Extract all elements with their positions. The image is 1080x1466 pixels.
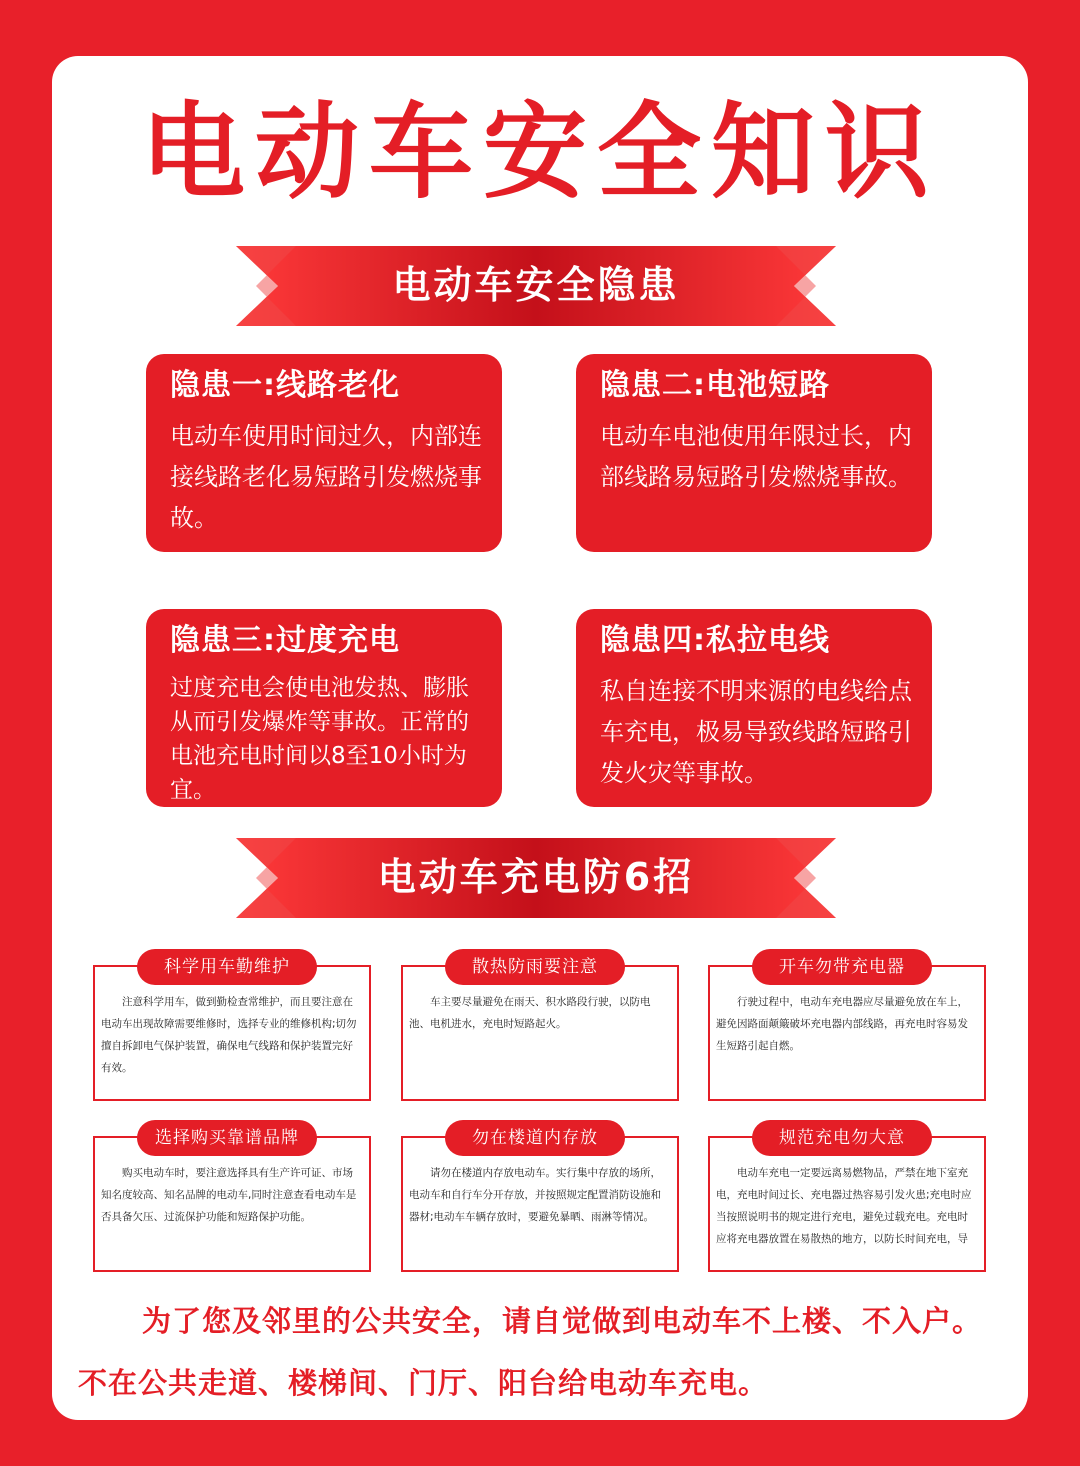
tip-body: 车主要尽量避免在雨天、积水路段行驶，以防电池、电机进水，充电时短路起火。	[409, 996, 651, 1030]
hazard-body: 私自连接不明来源的电线给点车充电，极易导致线路短路引发火灾等事故。	[600, 677, 912, 787]
tip-box-6	[708, 1128, 986, 1272]
hazards-banner	[236, 246, 836, 326]
hazard-body: 电动车电池使用年限过长，内部线路易短路引发燃烧事故。	[600, 422, 912, 491]
tip-title: 散热防雨要注意	[445, 949, 625, 985]
tip-body: 请勿在楼道内存放电动车。实行集中存放的场所，电动车和自行车分开存放，并按照规定配置消防设施和器材;电动车车辆存放时，要避免暴晒、雨淋等情况。	[409, 1167, 661, 1223]
hazard-body: 过度充电会使电池发热、膨胀从而引发爆炸等事故。正常的电池充电时间以8至10小时为宜。	[170, 675, 469, 803]
tips-banner-text: 电动车充电防6招	[377, 855, 695, 899]
tips-banner	[236, 838, 836, 918]
tip-box-1	[93, 957, 371, 1101]
tip-body: 注意科学用车，做到勤检查常维护，而且要注意在电动车出现故障需要维修时，选择专业的维修机构;切勿擅自拆卸电气保护装置，确保电气线路和保护装置完好有效。	[101, 996, 357, 1074]
hazard-box-1	[146, 354, 502, 552]
hazard-title: 隐患一:线路老化	[170, 368, 400, 403]
tip-title: 规范充电勿大意	[752, 1120, 932, 1156]
hazard-body: 电动车使用时间过久，内部连接线路老化易短路引发燃烧事故。	[170, 422, 482, 532]
tip-body: 购买电动车时，要注意选择具有生产许可证、市场知名度较高、知名品牌的电动车,同时注意查看电动车是否具备欠压、过流保护功能和短路保护功能。	[101, 1167, 357, 1223]
hazards-banner-text: 电动车安全隐患	[392, 263, 680, 307]
hazard-title: 隐患二:电池短路	[600, 368, 830, 403]
tip-box-4	[93, 1128, 371, 1272]
tip-body: 行驶过程中，电动车充电器应尽量避免放在车上，避免因路面颠簸破坏充电器内部线路，再充电时容易发生短路引起自燃。	[716, 996, 968, 1052]
hazard-box-3	[146, 609, 502, 807]
hazard-title: 隐患四:私拉电线	[600, 623, 830, 658]
tip-box-2	[401, 957, 679, 1101]
tip-title: 勿在楼道内存放	[445, 1120, 625, 1156]
hazard-title: 隐患三:过度充电	[170, 623, 400, 658]
tip-body: 电动车充电一定要远离易燃物品，严禁在地下室充电，充电时间过长、充电器过热容易引发火患;充电时应当按照说明书的规定进行充电，避免过载充电。充电时应将充电器放置在易散热的地方，以防长时间充电，导	[716, 1167, 972, 1245]
tip-box-5	[401, 1128, 679, 1272]
page-title: 电动车安全知识	[140, 91, 939, 213]
hazard-box-4	[576, 609, 932, 807]
closing-message: 为了您及邻里的公共安全，请自觉做到电动车不上楼、不入户。不在公共走道、楼梯间、门厅、阳台给电动车充电。	[78, 1304, 983, 1400]
tip-title: 科学用车勤维护	[137, 949, 317, 985]
tip-title: 选择购买靠谱品牌	[137, 1120, 317, 1156]
hazard-box-2	[576, 354, 932, 552]
tip-title: 开车勿带充电器	[752, 949, 932, 985]
tip-box-3	[708, 957, 986, 1101]
